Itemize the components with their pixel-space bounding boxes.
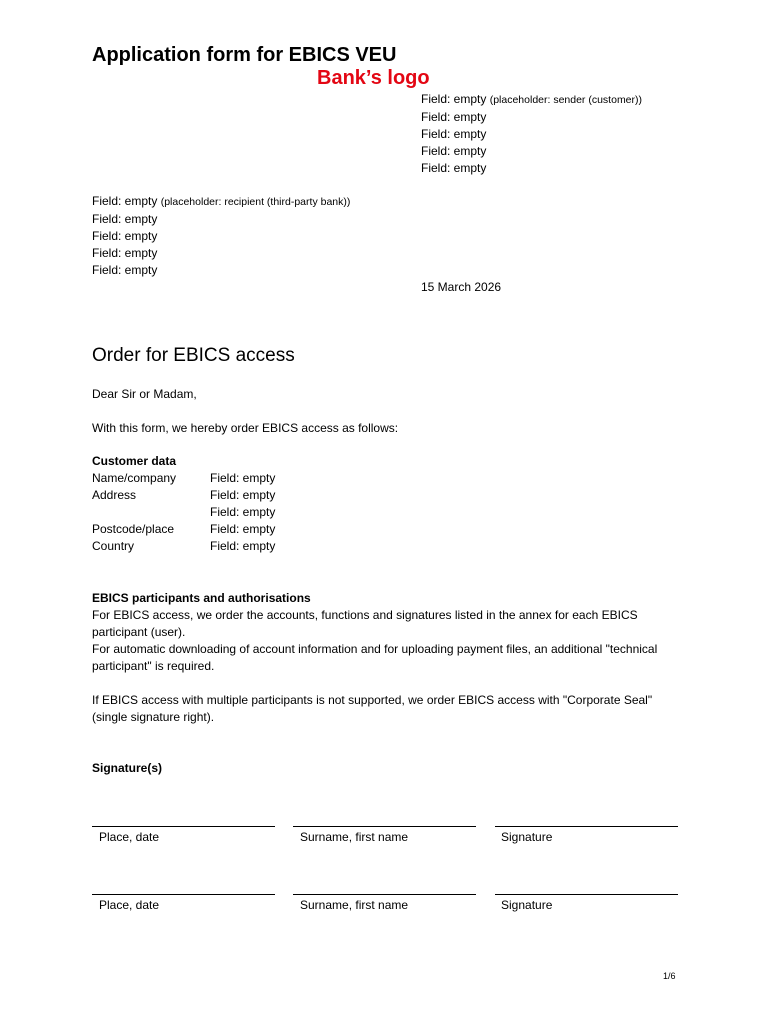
signature-line bbox=[92, 894, 275, 895]
sender-address-block bbox=[421, 91, 642, 177]
customer-row-country bbox=[92, 538, 275, 555]
sender-placeholder-note: (placeholder: sender (customer)) bbox=[489, 94, 643, 106]
customer-country-field[interactable]: Field: empty bbox=[210, 539, 276, 553]
customer-label: Address bbox=[92, 488, 137, 502]
page-number: 1/6 bbox=[663, 971, 676, 981]
recipient-field-4[interactable]: Field: empty bbox=[92, 246, 158, 260]
sender-field-4[interactable]: Field: empty bbox=[421, 144, 487, 158]
customer-label bbox=[92, 504, 210, 521]
signatures-title: Signature(s) bbox=[92, 761, 163, 775]
customer-name-field[interactable]: Field: empty bbox=[210, 471, 276, 485]
greeting: Dear Sir or Madam, bbox=[92, 387, 197, 401]
intro-text: With this form, we hereby order EBICS access as follows: bbox=[92, 421, 399, 435]
participants-paragraph-1: For EBICS access, we order the accounts, functions and signatures listed in the annex for each EBICS participant (user). bbox=[92, 608, 638, 639]
participants-text bbox=[92, 607, 672, 675]
sender-field-5[interactable]: Field: empty bbox=[421, 161, 487, 175]
customer-data-title: Customer data bbox=[92, 454, 177, 468]
customer-data-table bbox=[92, 470, 275, 555]
signature-label: Signature bbox=[501, 898, 553, 912]
document-title: Application form for EBICS VEU bbox=[92, 44, 397, 66]
sender-field-1[interactable]: Field: empty (placeholder: sender (customer)) bbox=[421, 92, 643, 106]
participants-paragraph-2: For automatic downloading of account information and for uploading payment files, an additional "technical participant" is required. bbox=[92, 642, 658, 673]
recipient-field-5[interactable]: Field: empty bbox=[92, 263, 158, 277]
place-date-label: Place, date bbox=[99, 898, 160, 912]
customer-label: Name/company bbox=[92, 471, 177, 485]
sender-field-3[interactable]: Field: empty bbox=[421, 127, 487, 141]
customer-row-postcode bbox=[92, 521, 275, 538]
place-date-label: Place, date bbox=[99, 830, 160, 844]
signature-line bbox=[293, 826, 476, 827]
bank-logo-placeholder: Bank’s logo bbox=[317, 67, 430, 89]
customer-postcode-field[interactable]: Field: empty bbox=[210, 522, 276, 536]
customer-row-address bbox=[92, 487, 275, 504]
customer-row-address-2 bbox=[92, 504, 275, 521]
letter-date: 15 March 2026 bbox=[421, 280, 502, 294]
signature-label: Signature bbox=[501, 830, 553, 844]
customer-row-name bbox=[92, 470, 275, 487]
recipient-field-2[interactable]: Field: empty bbox=[92, 212, 158, 226]
participants-title: EBICS participants and authorisations bbox=[92, 591, 311, 605]
recipient-address-block bbox=[92, 193, 350, 279]
order-heading: Order for EBICS access bbox=[92, 345, 295, 366]
recipient-field-3[interactable]: Field: empty bbox=[92, 229, 158, 243]
customer-label: Postcode/place bbox=[92, 522, 175, 536]
corporate-seal-paragraph: If EBICS access with multiple participants is not supported, we order EBICS access with "Corporate Seal" (single signature right). bbox=[92, 693, 653, 724]
recipient-field-1[interactable]: Field: empty (placeholder: recipient (third-party bank)) bbox=[92, 194, 351, 208]
customer-address-field[interactable]: Field: empty bbox=[210, 488, 276, 502]
name-label: Surname, first name bbox=[300, 830, 409, 844]
customer-address-field-2[interactable]: Field: empty bbox=[210, 505, 276, 519]
signature-line bbox=[92, 826, 275, 827]
sender-field-2[interactable]: Field: empty bbox=[421, 110, 487, 124]
customer-label: Country bbox=[92, 539, 135, 553]
name-label: Surname, first name bbox=[300, 898, 409, 912]
signature-line bbox=[495, 894, 678, 895]
signature-line bbox=[293, 894, 476, 895]
signature-line bbox=[495, 826, 678, 827]
recipient-placeholder-note: (placeholder: recipient (third-party bank)) bbox=[160, 196, 351, 208]
